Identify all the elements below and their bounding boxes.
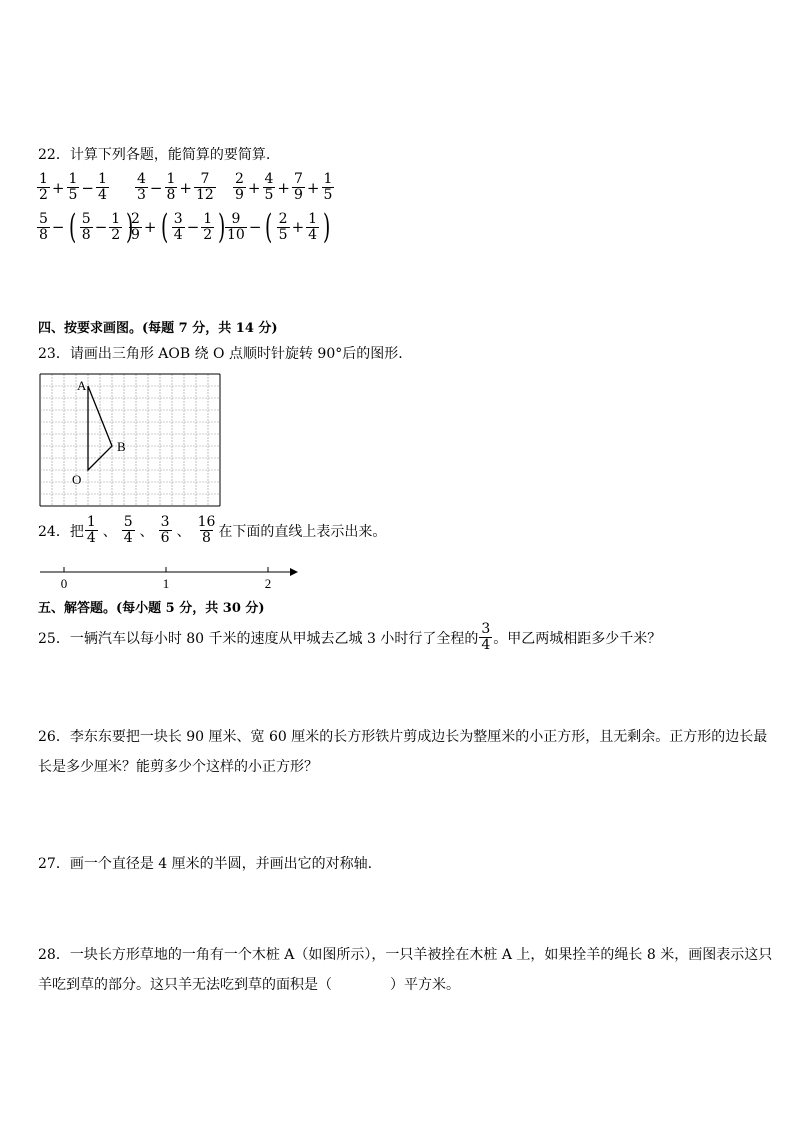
fraction: $\frac{2}{9}$ [131,210,140,243]
left-paren: ( [265,207,273,247]
expr-2-3 [224,207,333,247]
fraction: $\frac{1}{4}$ [86,514,96,546]
operator: − [94,218,108,236]
expr-1-3 [232,172,335,203]
operator: + [51,178,65,197]
q24-suffix: 在下面的直线上表示出来。 [218,523,387,540]
point-label-o: O [72,472,82,487]
operator: + [277,178,290,197]
fraction: $\frac{2}{9}$ [235,171,244,203]
separator: 、 [176,523,191,540]
fraction: $\frac{3}{4}$ [173,210,183,243]
expr-2-1 [36,207,136,247]
q23-text: 23．请画出三角形 AOB 绕 O 点顺时针旋转 90°后的图形. [38,346,403,362]
operator: − [51,218,65,236]
fraction: $\frac{9}{10}$ [227,210,245,243]
fraction: $\frac{5}{8}$ [81,210,91,243]
fraction: $\frac{7}{12}$ [196,171,214,203]
tick-label: 1 [162,576,170,591]
fraction: $\frac{1}{5}$ [68,171,78,203]
fraction: $\frac{5}{4}$ [123,514,133,546]
operator: + [291,218,305,236]
grid-lines [40,374,220,506]
operator: + [306,178,320,197]
fraction: $\frac{4}{5}$ [264,171,274,203]
rotation-grid [36,370,224,510]
section5-heading: 五、解答题。(每小题 5 分，共 30 分) [38,601,265,616]
number-line-arrow-icon [290,568,298,576]
tick-label: 0 [60,576,68,591]
fraction: $\frac{1}{2}$ [111,210,121,243]
fraction: $\frac{7}{9}$ [294,171,303,203]
fraction: $\frac{1}{4}$ [98,171,107,203]
q24-fractions [84,515,219,546]
fraction: $\frac{1}{4}$ [308,210,318,243]
expr-1-1 [36,172,110,203]
fraction: $\frac{3}{6}$ [160,514,170,546]
number-line [36,563,302,593]
fraction: $\frac{2}{5}$ [278,210,288,243]
operator: − [248,218,262,236]
q26-line1: 26．李东东要把一块长 90 厘米、宽 60 厘米的长方形铁片剪成边长为整厘米的小正方形，且无剩余。正方形的边长最 [38,729,768,745]
q25 [38,622,661,653]
point-label-a: A [77,378,87,393]
expr-2-2 [126,207,228,247]
fraction: $\frac{16}{8}$ [197,514,216,546]
separator: 、 [102,523,117,540]
operator: + [143,218,157,236]
fraction: $\frac{1}{2}$ [203,210,213,243]
q26-line2: 长是多少厘米？能剪多少个这样的小正方形？ [38,759,318,775]
q25-before: 25．一辆汽车以每小时 80 千米的速度从甲城去乙城 3 小时行了全程的 [38,630,479,647]
tick-label: 2 [264,576,272,591]
section4-heading: 四、按要求画图。(每题 7 分，共 14 分) [38,321,278,336]
q25-fraction: $\frac{3}{4}$ [481,621,491,653]
q22-title: 22．计算下列各题，能简算的要简算. [38,147,271,163]
point-label-b: B [117,439,126,454]
operator: − [149,178,163,197]
operator: − [81,178,94,197]
q26 [38,722,768,782]
q24-prefix: 24．把 [38,523,84,540]
q27-text: 27．画一个直径是 4 厘米的半圆，并画出它的对称轴. [38,856,373,872]
number-line-ticks [61,567,272,591]
fraction: $\frac{5}{8}$ [39,210,48,243]
q28-line1: 28．一块长方形草地的一角有一个木桩 A（如图所示），一只羊被拴在木桩 A 上，如果拴羊的绳长 8 米，画图表示这只 [38,947,773,963]
q25-after: 。甲乙两城相距多少千米？ [493,630,662,647]
right-paren: ) [218,207,226,247]
expr-1-2 [134,172,217,203]
fraction: $\frac{1}{5}$ [323,171,333,203]
operator: − [186,218,200,236]
fraction: $\frac{4}{3}$ [137,171,146,203]
q28-line2 [38,970,768,1000]
q28-line2-after: ）平方米。 [390,977,460,993]
q24 [38,515,386,546]
left-paren: ( [160,207,168,247]
q28 [38,940,773,1000]
left-paren: ( [68,207,76,247]
operator: + [247,178,261,197]
separator: 、 [139,523,154,540]
operator: + [179,178,192,197]
fraction: $\frac{1}{8}$ [166,171,176,203]
right-paren: ) [323,207,331,247]
q28-line2-before: 羊吃到草的部分。这只羊无法吃到草的面积是（ [38,977,332,993]
right-paren: ) [126,207,134,247]
fraction: $\frac{1}{2}$ [39,171,48,203]
